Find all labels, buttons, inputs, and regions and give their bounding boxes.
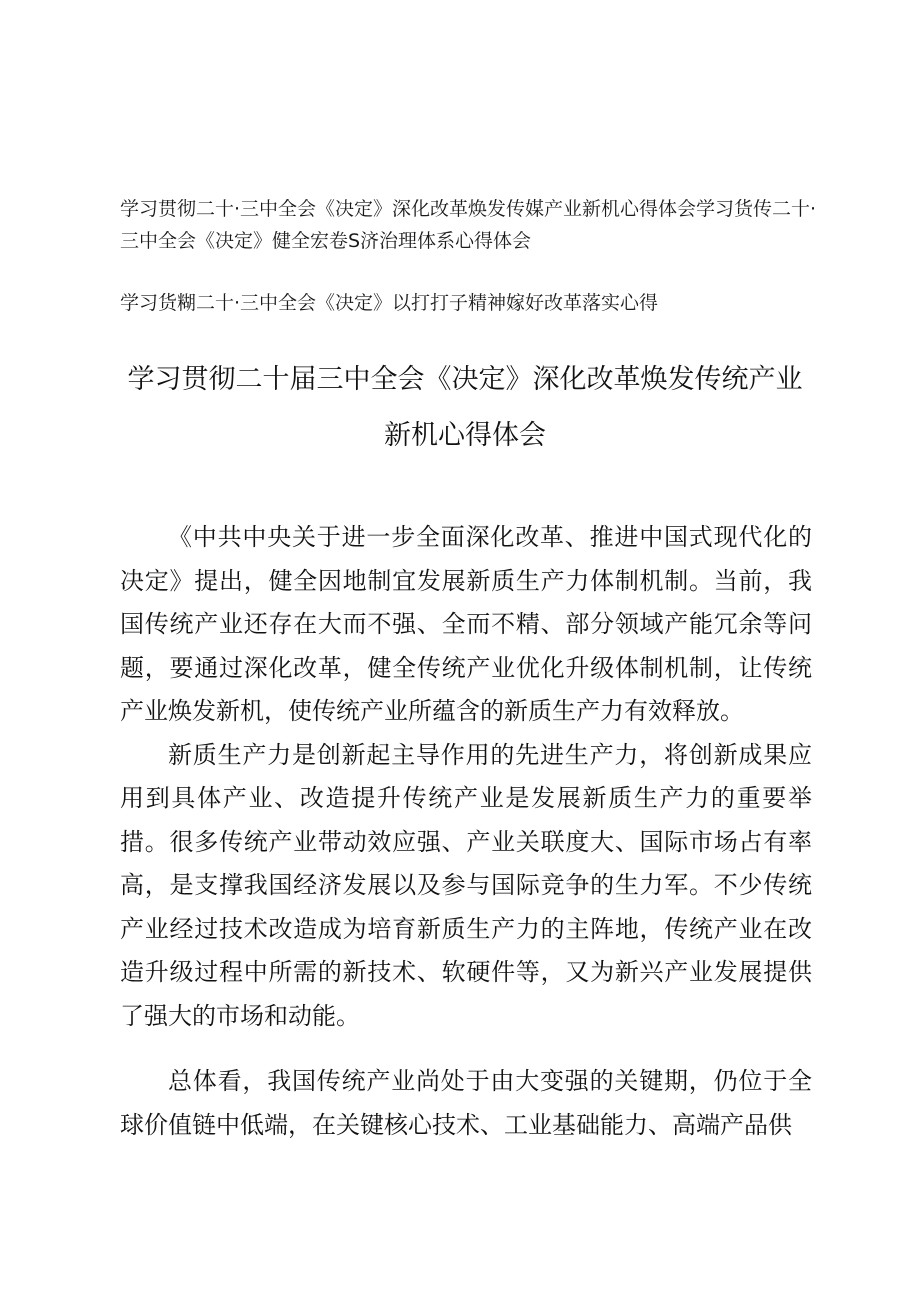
article-body bbox=[120, 516, 812, 1147]
body-paragraph: 新质生产力是创新起主导作用的先进生产力，将创新成果应用到具体产业、改造提升传统产业是发展新质生产力的重要举措。很多传统产业带动效应强、产业关联度大、国际市场占有率高，是支撑我国经济发展以及参与国际竞争的生力军。不少传统产业经过技术改造成为培育新质生产力的主阵地，传统产业在改造升级过程中所需的新技术、软硬件等，又为新兴产业发展提供了强大的市场和动能。 bbox=[120, 740, 812, 1030]
article-title: 学习贯彻二十届三中全会《决定》深化改革焕发传统产业新机心得体会 bbox=[127, 364, 803, 451]
body-paragraph: 《中共中央关于进一步全面深化改革、推进中国式现代化的决定》提出，健全因地制宜发展新质生产力体制机制。当前，我国传统产业还存在大而不强、全而不精、部分领域产能冗余等问题，要通过深化改革，健全传统产业优化升级体制机制，让传统产业焕发新机，使传统产业所蕴含的新质生产力有效释放。 bbox=[120, 523, 812, 725]
related-articles-list bbox=[120, 193, 820, 319]
related-article-line: 学习货糊二十·三中全会《决定》以打打子精神嫁好改革落实心得 bbox=[120, 292, 659, 314]
related-article-line: 学习贯彻二十·三中全会《决定》深化改革焕发传媒产业新机心得体会学习货传二十·三中全会《决定》健全宏卷S济治理体系心得体会 bbox=[120, 198, 817, 252]
body-paragraph: 总体看，我国传统产业尚处于由大变强的关键期，仍位于全球价值链中低端，在关键核心技术、工业基础能力、高端产品供 bbox=[120, 1067, 812, 1139]
